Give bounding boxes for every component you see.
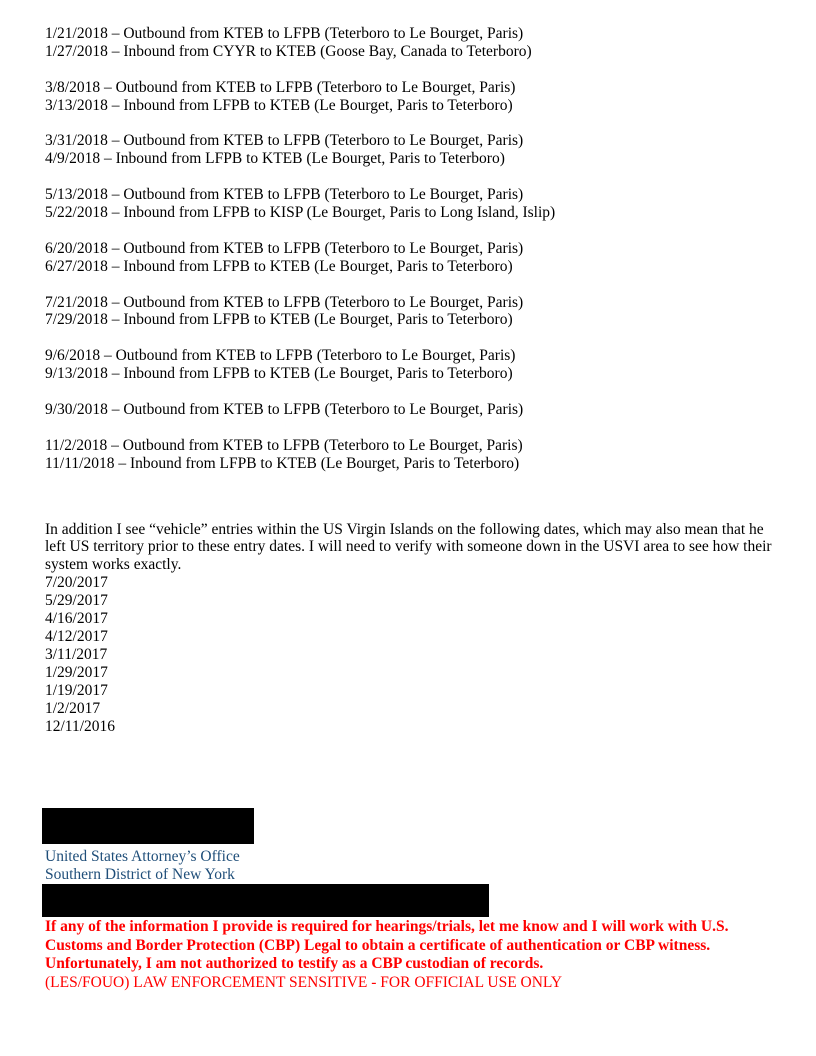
flight-group bbox=[45, 347, 785, 383]
flight-entry: 5/22/2018 – Inbound from LFPB to KISP (Le Bourget, Paris to Long Island, Islip) bbox=[45, 204, 556, 222]
flight-entry: 7/21/2018 – Outbound from KTEB to LFPB (Teterboro to Le Bourget, Paris) bbox=[45, 293, 524, 311]
vehicle-entry-date: 1/2/2017 bbox=[45, 699, 101, 717]
flight-entry: 3/13/2018 – Inbound from LFPB to KTEB (Le Bourget, Paris to Teterboro) bbox=[45, 96, 513, 114]
flight-entry: 11/11/2018 – Inbound from LFPB to KTEB (Le Bourget, Paris to Teterboro) bbox=[45, 454, 520, 472]
flight-group bbox=[45, 401, 785, 419]
flight-entry: 9/6/2018 – Outbound from KTEB to LFPB (Teterboro to Le Bourget, Paris) bbox=[45, 347, 516, 365]
notice-text: If any of the information I provide is required for hearings/trials, let me know and I will work with U.S. Customs and Border Protection (CBP) Legal to obtain a certificate of authentication or CBP witness. Unfortunately, I am not authorized to testify as a CBP custodian of records. bbox=[45, 918, 729, 973]
authentication-notice bbox=[45, 918, 785, 992]
signature-district: Southern District of New York bbox=[45, 866, 235, 883]
vehicle-entry-date: 5/29/2017 bbox=[45, 592, 108, 610]
vehicle-entry-date: 4/12/2017 bbox=[45, 627, 108, 645]
flight-log bbox=[45, 25, 785, 473]
redacted-contact-info bbox=[42, 884, 489, 917]
vehicle-entry-dates bbox=[45, 574, 785, 735]
flight-entry: 3/31/2018 – Outbound from KTEB to LFPB (Teterboro to Le Bourget, Paris) bbox=[45, 132, 524, 150]
vehicle-entries-paragraph: In addition I see “vehicle” entries within the US Virgin Islands on the following dates, which may also mean that he left US territory prior to these entry dates. I will need to verify with someone down in the USVI area to see how their system works exactly. bbox=[45, 520, 772, 574]
flight-entry: 7/29/2018 – Inbound from LFPB to KTEB (Le Bourget, Paris to Teterboro) bbox=[45, 311, 513, 329]
flight-entry: 1/21/2018 – Outbound from KTEB to LFPB (Teterboro to Le Bourget, Paris) bbox=[45, 25, 524, 42]
vehicle-entry-date: 7/20/2017 bbox=[45, 574, 108, 592]
vehicle-entry-date: 4/16/2017 bbox=[45, 610, 108, 628]
vehicle-entry-date: 1/29/2017 bbox=[45, 663, 108, 681]
vehicle-entry-date: 3/11/2017 bbox=[45, 645, 108, 663]
document-body bbox=[45, 25, 785, 735]
flight-group bbox=[45, 25, 785, 61]
flight-group bbox=[45, 240, 785, 276]
flight-group bbox=[45, 186, 785, 222]
flight-entry: 6/20/2018 – Outbound from KTEB to LFPB (Teterboro to Le Bourget, Paris) bbox=[45, 239, 524, 257]
classification-marking: (LES/FOUO) LAW ENFORCEMENT SENSITIVE - FOR OFFICIAL USE ONLY bbox=[45, 973, 563, 991]
flight-entry: 3/8/2018 – Outbound from KTEB to LFPB (Teterboro to Le Bourget, Paris) bbox=[45, 78, 516, 96]
flight-group bbox=[45, 132, 785, 168]
flight-entry: 11/2/2018 – Outbound from KTEB to LFPB (Teterboro to Le Bourget, Paris) bbox=[45, 436, 523, 454]
flight-entry: 4/9/2018 – Inbound from LFPB to KTEB (Le Bourget, Paris to Teterboro) bbox=[45, 150, 505, 168]
flight-group bbox=[45, 437, 785, 473]
vehicle-entry-date: 12/11/2016 bbox=[45, 717, 116, 735]
flight-entry: 9/13/2018 – Inbound from LFPB to KTEB (Le Bourget, Paris to Teterboro) bbox=[45, 365, 513, 383]
vehicle-entry-date: 1/19/2017 bbox=[45, 681, 108, 699]
flight-group bbox=[45, 294, 785, 330]
flight-entry: 5/13/2018 – Outbound from KTEB to LFPB (Teterboro to Le Bourget, Paris) bbox=[45, 186, 524, 204]
flight-entry: 1/27/2018 – Inbound from CYYR to KTEB (Goose Bay, Canada to Teterboro) bbox=[45, 42, 532, 60]
flight-group bbox=[45, 79, 785, 115]
signature-office: United States Attorney’s Office bbox=[45, 848, 240, 865]
flight-entry: 9/30/2018 – Outbound from KTEB to LFPB (Teterboro to Le Bourget, Paris) bbox=[45, 400, 524, 418]
redacted-signature-name bbox=[42, 808, 254, 844]
flight-entry: 6/27/2018 – Inbound from LFPB to KTEB (Le Bourget, Paris to Teterboro) bbox=[45, 257, 513, 275]
